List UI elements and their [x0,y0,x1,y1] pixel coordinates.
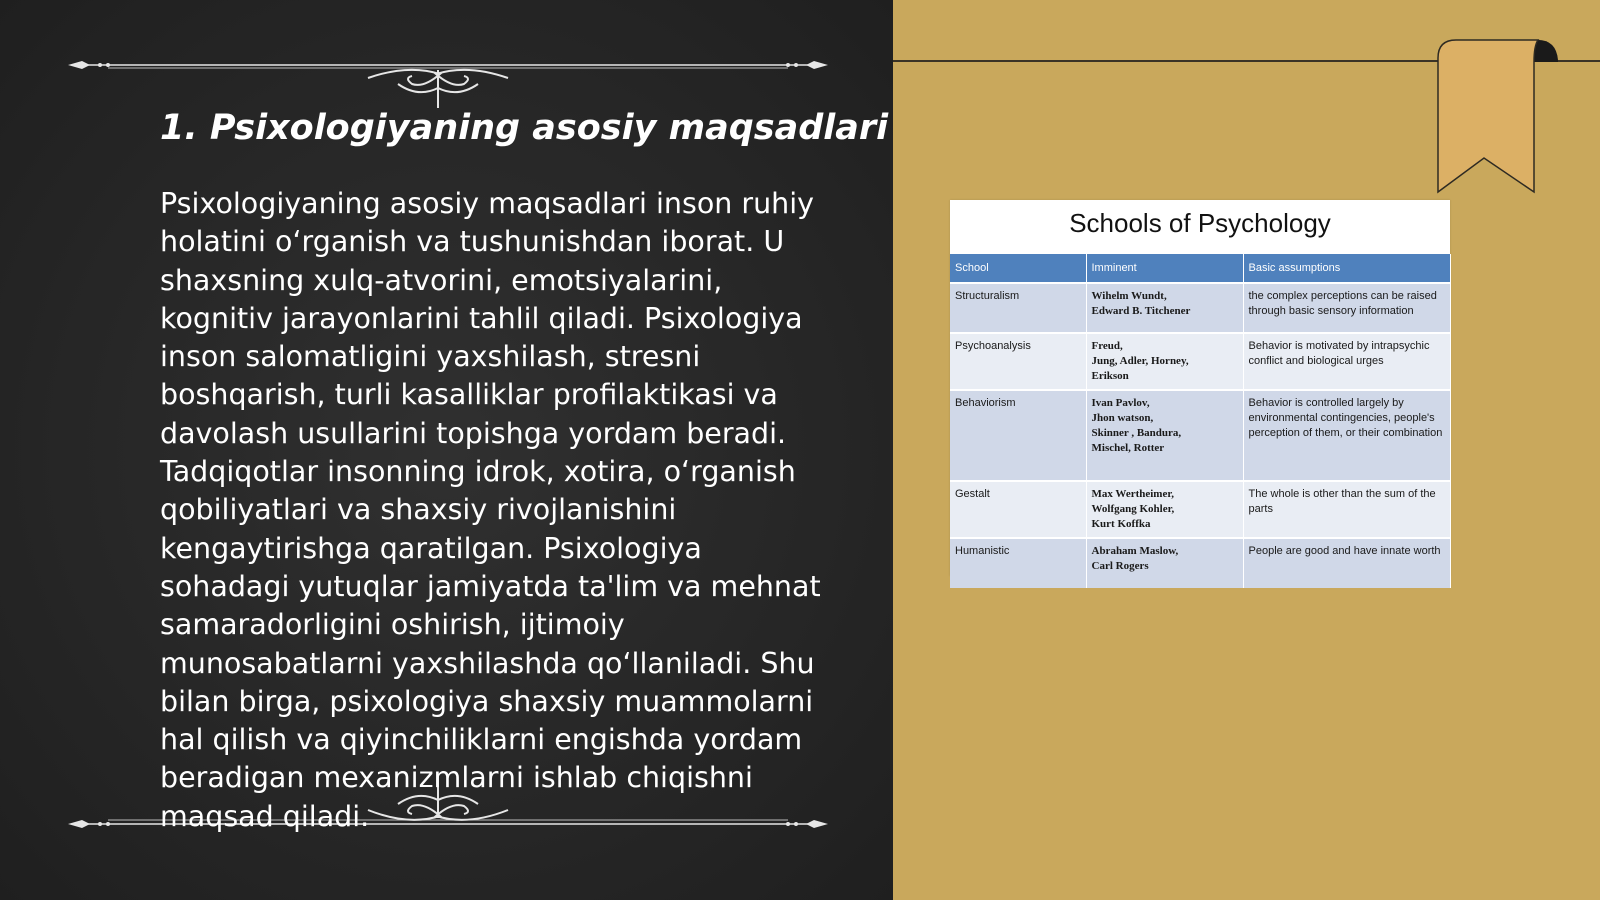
names-cell: Wihelm Wundt, Edward B. Titchener [1086,283,1243,333]
schools-of-psychology-image [950,200,1450,576]
slide-body-text: Psixologiyaning asosiy maqsadlari inson ruhiy holatini o‘rganish va tushunishdan iborat. U shaxsning xulq-atvorini, emotsiyalarini, kognitiv jarayonlarini tahlil qiladi. Psixologiya inson salomatligini yaxshilash, stresni boshqarish, turli kasalliklar profilaktikasi va davolash usullarini topishga yordam beradi. Tadqiqotlar insonning idrok, xotira, o‘rganish qobiliyatlari va shaxsiy rivojlanishini kengaytirishga qaratilgan. Psixologiya sohadagi yutuqlar jamiyatda ta'lim va mehnat samaradorligini oshirish, ijtimoiy munosabatlarni yaxshilashda qo‘llaniladi. Shu bilan birga, psixologiya shaxsiy muammolarni hal qilish va qiyinchiliklarni engishda yordam beradigan mexanizmlarni ishlab chiqishni maqsad qiladi. [160,187,821,833]
school-cell: Gestalt [950,481,1086,538]
assumption-cell: Behavior is motivated by intrapsychic conflict and biological urges [1243,333,1450,390]
bookmark-ribbon-icon [1434,36,1560,196]
names-cell: Abraham Maslow, Carl Rogers [1086,538,1243,588]
schools-table [950,254,1451,588]
table-row [950,333,1450,390]
school-cell: Behaviorism [950,390,1086,481]
table-row [950,481,1450,538]
assumption-cell: The whole is other than the sum of the parts [1243,481,1450,538]
table-header-row [950,254,1450,283]
names-cell: Freud, Jung, Adler, Horney, Erikson [1086,333,1243,390]
column-header-imminent: Imminent [1086,254,1243,283]
table-row [950,390,1450,481]
table-image-title: Schools of Psychology [1069,208,1331,238]
table-row [950,283,1450,333]
school-cell: Psychoanalysis [950,333,1086,390]
column-header-school: School [950,254,1086,283]
assumption-cell: Behavior is controlled largely by environmental contingencies, people's perception of them, or their combination [1243,390,1450,481]
assumption-cell: People are good and have innate worth [1243,538,1450,588]
top-ornament [68,48,828,108]
school-cell: Humanistic [950,538,1086,588]
column-header-assumptions: Basic assumptions [1243,254,1450,283]
names-cell: Ivan Pavlov, Jhon watson, Skinner , Bandura, Mischel, Rotter [1086,390,1243,481]
school-cell: Structuralism [950,283,1086,333]
names-cell: Max Wertheimer, Wolfgang Kohler, Kurt Koffka [1086,481,1243,538]
assumption-cell: the complex perceptions can be raised through basic sensory information [1243,283,1450,333]
table-row [950,538,1450,588]
slide-title: 1. Psixologiyaning asosiy maqsadlari [160,108,889,148]
